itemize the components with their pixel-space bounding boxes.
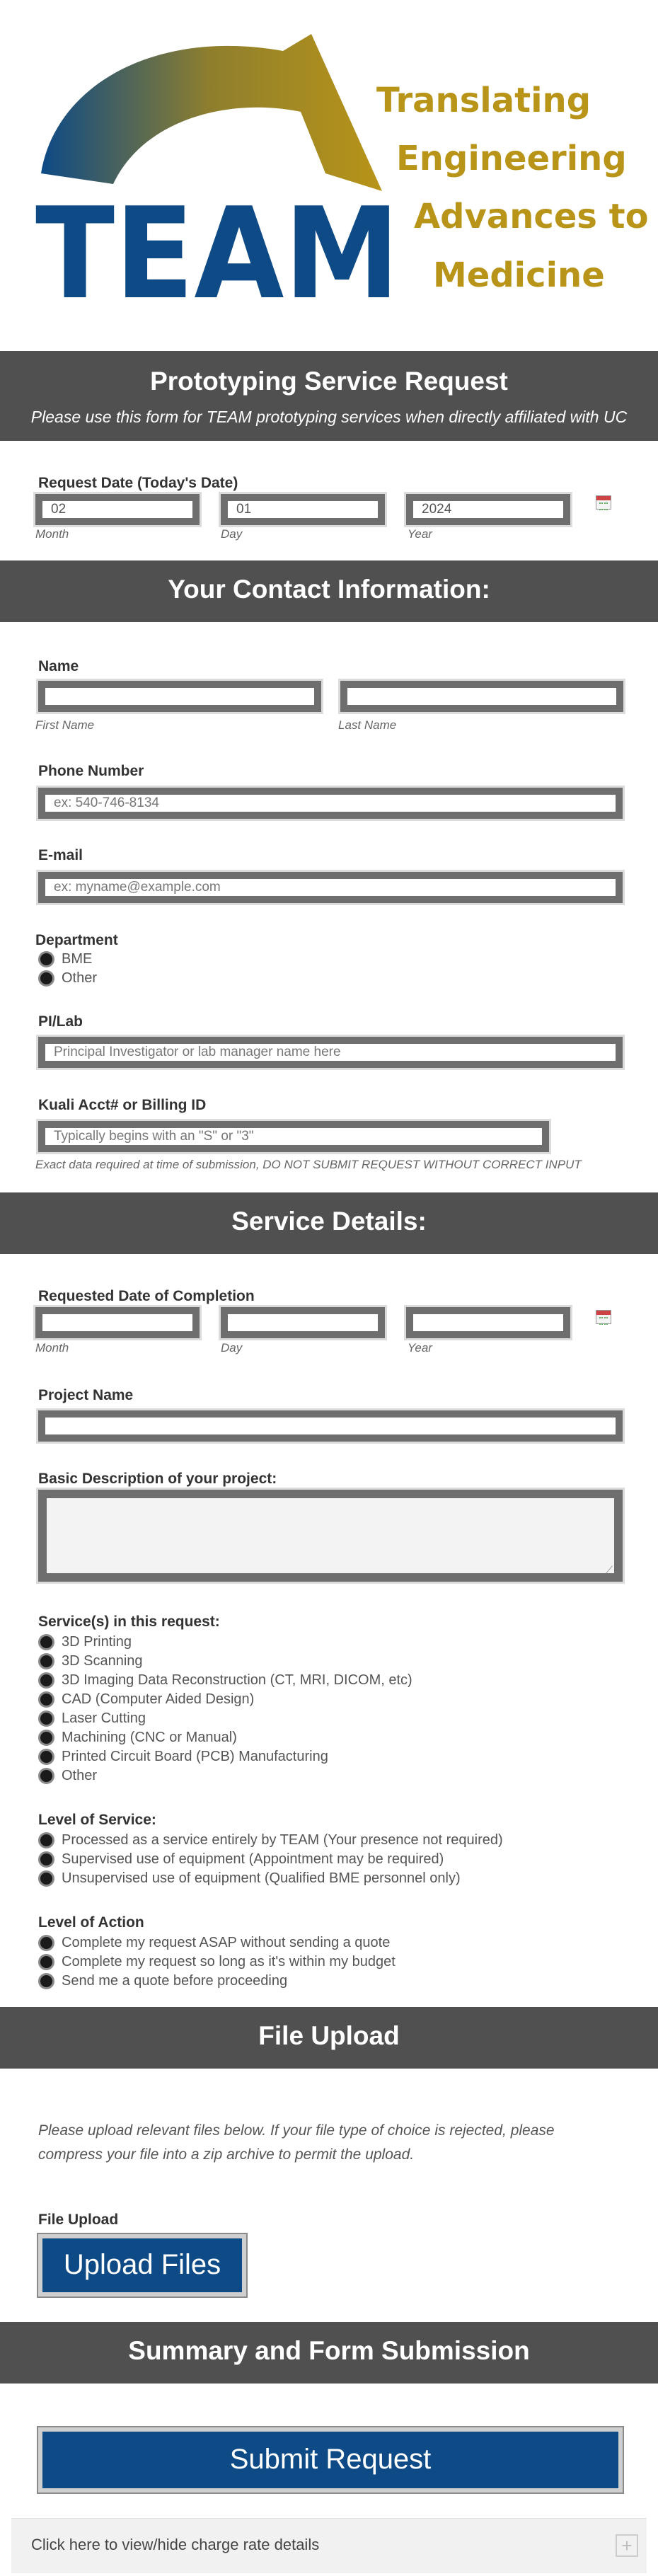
service-option[interactable] [38, 1652, 143, 1670]
services-label: Service(s) in this request: [38, 1614, 220, 1630]
pi-lab-input[interactable]: Principal Investigator or lab manager name here [38, 1037, 623, 1068]
kuali-input[interactable]: Typically begins with an "S" or "3" [38, 1121, 549, 1152]
logo-line-2: Engineering [396, 139, 627, 178]
department-option-label: BME [62, 950, 93, 967]
radio-icon[interactable] [38, 1768, 54, 1784]
summary-section-title: Summary and Form Submission [128, 2336, 530, 2365]
upload-instructions [38, 2119, 590, 2167]
radio-icon[interactable] [38, 1672, 54, 1689]
department-option-label: Other [62, 970, 98, 986]
level-service-option-label: Processed as a service entirely by TEAM (Your presence not required) [62, 1832, 503, 1848]
level-action-option-label: Send me a quote before proceeding [62, 1972, 288, 1989]
service-option-label: Laser Cutting [62, 1710, 146, 1726]
service-option-label: Other [62, 1767, 98, 1783]
level-service-option-label: Unsupervised use of equipment (Qualified BME personnel only) [62, 1870, 461, 1886]
radio-icon[interactable] [38, 1851, 54, 1868]
radio-icon[interactable] [38, 1634, 54, 1650]
upload-files-button[interactable]: Upload Files [38, 2234, 246, 2296]
completion-day-sublabel: Day [221, 1341, 243, 1355]
level-service-option[interactable] [38, 1850, 444, 1868]
request-year-input[interactable]: 2024 [406, 494, 570, 525]
name-label: Name [38, 658, 79, 674]
service-option-label: 3D Imaging Data Reconstruction (CT, MRI, DICOM, etc) [62, 1672, 412, 1688]
arrow-icon [41, 34, 382, 191]
level-action-option[interactable] [38, 1972, 287, 1990]
email-input[interactable]: ex: myname@example.com [38, 872, 623, 903]
upload-instructions-line-1: Please upload relevant files below. If your file type of choice is rejected, please [38, 2122, 555, 2139]
service-option-label: 3D Scanning [62, 1652, 143, 1669]
description-label: Basic Description of your project: [38, 1471, 277, 1487]
radio-icon[interactable] [38, 1710, 54, 1727]
level-service-label: Level of Service: [38, 1812, 156, 1828]
level-service-option[interactable] [38, 1831, 503, 1849]
first-name-sublabel: First Name [35, 718, 95, 732]
radio-icon[interactable] [38, 1870, 54, 1887]
completion-date-label: Requested Date of Completion [38, 1288, 255, 1304]
pi-lab-label: PI/Lab [38, 1013, 83, 1030]
contact-section-title: Your Contact Information: [168, 575, 490, 604]
department-option-bme[interactable] [38, 950, 92, 968]
phone-label: Phone Number [38, 763, 144, 779]
charge-rate-toggle[interactable] [11, 2518, 647, 2573]
last-name-input[interactable] [340, 681, 623, 712]
completion-year-input[interactable] [406, 1307, 570, 1338]
project-name-label: Project Name [38, 1387, 134, 1403]
service-option[interactable] [38, 1709, 146, 1727]
level-action-option-label: Complete my request so long as it's within my budget [62, 1953, 396, 1970]
radio-icon[interactable] [38, 1653, 54, 1669]
description-textarea[interactable] [38, 1490, 623, 1582]
service-section-header [0, 1192, 658, 1254]
kuali-note: Exact data required at time of submission, DO NOT SUBMIT REQUEST WITHOUT CORRECT INPUT [35, 1158, 582, 1171]
department-option-other[interactable] [38, 969, 97, 987]
radio-icon[interactable] [38, 1954, 54, 1970]
completion-month-input[interactable] [35, 1307, 200, 1338]
form-title: Prototyping Service Request [150, 367, 508, 396]
upload-section-header [0, 2007, 658, 2069]
contact-section-header [0, 560, 658, 622]
email-label: E-mail [38, 847, 83, 863]
radio-icon[interactable] [38, 1730, 54, 1746]
last-name-sublabel: Last Name [338, 718, 397, 732]
service-option-label: CAD (Computer Aided Design) [62, 1691, 255, 1707]
form-header [0, 351, 658, 441]
radio-icon[interactable] [38, 951, 54, 967]
level-action-option-label: Complete my request ASAP without sending a quote [62, 1934, 391, 1950]
logo-line-3: Advances to [414, 197, 649, 236]
level-service-option-label: Supervised use of equipment (Appointment may be required) [62, 1851, 444, 1867]
logo-line-4: Medicine [433, 255, 605, 295]
service-option[interactable] [38, 1633, 132, 1651]
upload-instructions-line-2: compress your file into a zip archive to permit the upload. [38, 2146, 415, 2163]
phone-input[interactable]: ex: 540-746-8134 [38, 788, 623, 819]
radio-icon[interactable] [38, 970, 54, 987]
first-name-input[interactable] [38, 681, 321, 712]
team-acronym: TEAM [35, 180, 400, 327]
request-month-sublabel: Month [35, 527, 69, 541]
logo-line-1: Translating [376, 81, 591, 120]
kuali-label: Kuali Acct# or Billing ID [38, 1097, 207, 1113]
request-year-sublabel: Year [408, 527, 432, 541]
request-date-label: Request Date (Today's Date) [38, 475, 238, 491]
summary-section-header [0, 2322, 658, 2384]
service-option[interactable] [38, 1766, 97, 1785]
service-option[interactable] [38, 1671, 412, 1689]
request-month-input[interactable]: 02 [35, 494, 200, 525]
service-option[interactable] [38, 1728, 237, 1747]
level-action-label: Level of Action [38, 1914, 144, 1931]
charge-rate-toggle-label: Click here to view/hide charge rate details [31, 2536, 320, 2553]
upload-section-title: File Upload [258, 2021, 400, 2050]
calendar-icon[interactable] [596, 495, 611, 510]
radio-icon[interactable] [38, 1691, 54, 1708]
request-day-input[interactable]: 01 [221, 494, 385, 525]
radio-icon[interactable] [38, 1935, 54, 1951]
service-section-title: Service Details: [231, 1207, 427, 1236]
project-name-input[interactable] [38, 1410, 623, 1442]
calendar-icon[interactable] [596, 1310, 611, 1324]
team-logo [0, 0, 658, 350]
completion-year-sublabel: Year [408, 1341, 432, 1355]
level-action-option[interactable] [38, 1933, 390, 1952]
service-option-label: Machining (CNC or Manual) [62, 1729, 237, 1745]
radio-icon[interactable] [38, 1973, 54, 1989]
completion-month-sublabel: Month [35, 1341, 69, 1355]
level-action-option[interactable] [38, 1953, 396, 1971]
form-subtitle: Please use this form for TEAM prototyping services when directly affiliated with UC [30, 408, 628, 426]
service-option-label: Printed Circuit Board (PCB) Manufacturing [62, 1748, 328, 1764]
completion-day-input[interactable] [221, 1307, 385, 1338]
radio-icon[interactable] [38, 1832, 54, 1848]
service-option[interactable] [38, 1690, 254, 1708]
file-upload-label: File Upload [38, 2212, 119, 2228]
expand-plus-icon[interactable]: + [616, 2534, 638, 2557]
level-service-option[interactable] [38, 1869, 461, 1887]
department-label: Department [35, 932, 118, 948]
radio-icon[interactable] [38, 1749, 54, 1765]
service-option-label: 3D Printing [62, 1633, 132, 1650]
request-day-sublabel: Day [221, 527, 243, 541]
service-option[interactable] [38, 1747, 328, 1766]
submit-request-button[interactable]: Submit Request [38, 2427, 623, 2492]
